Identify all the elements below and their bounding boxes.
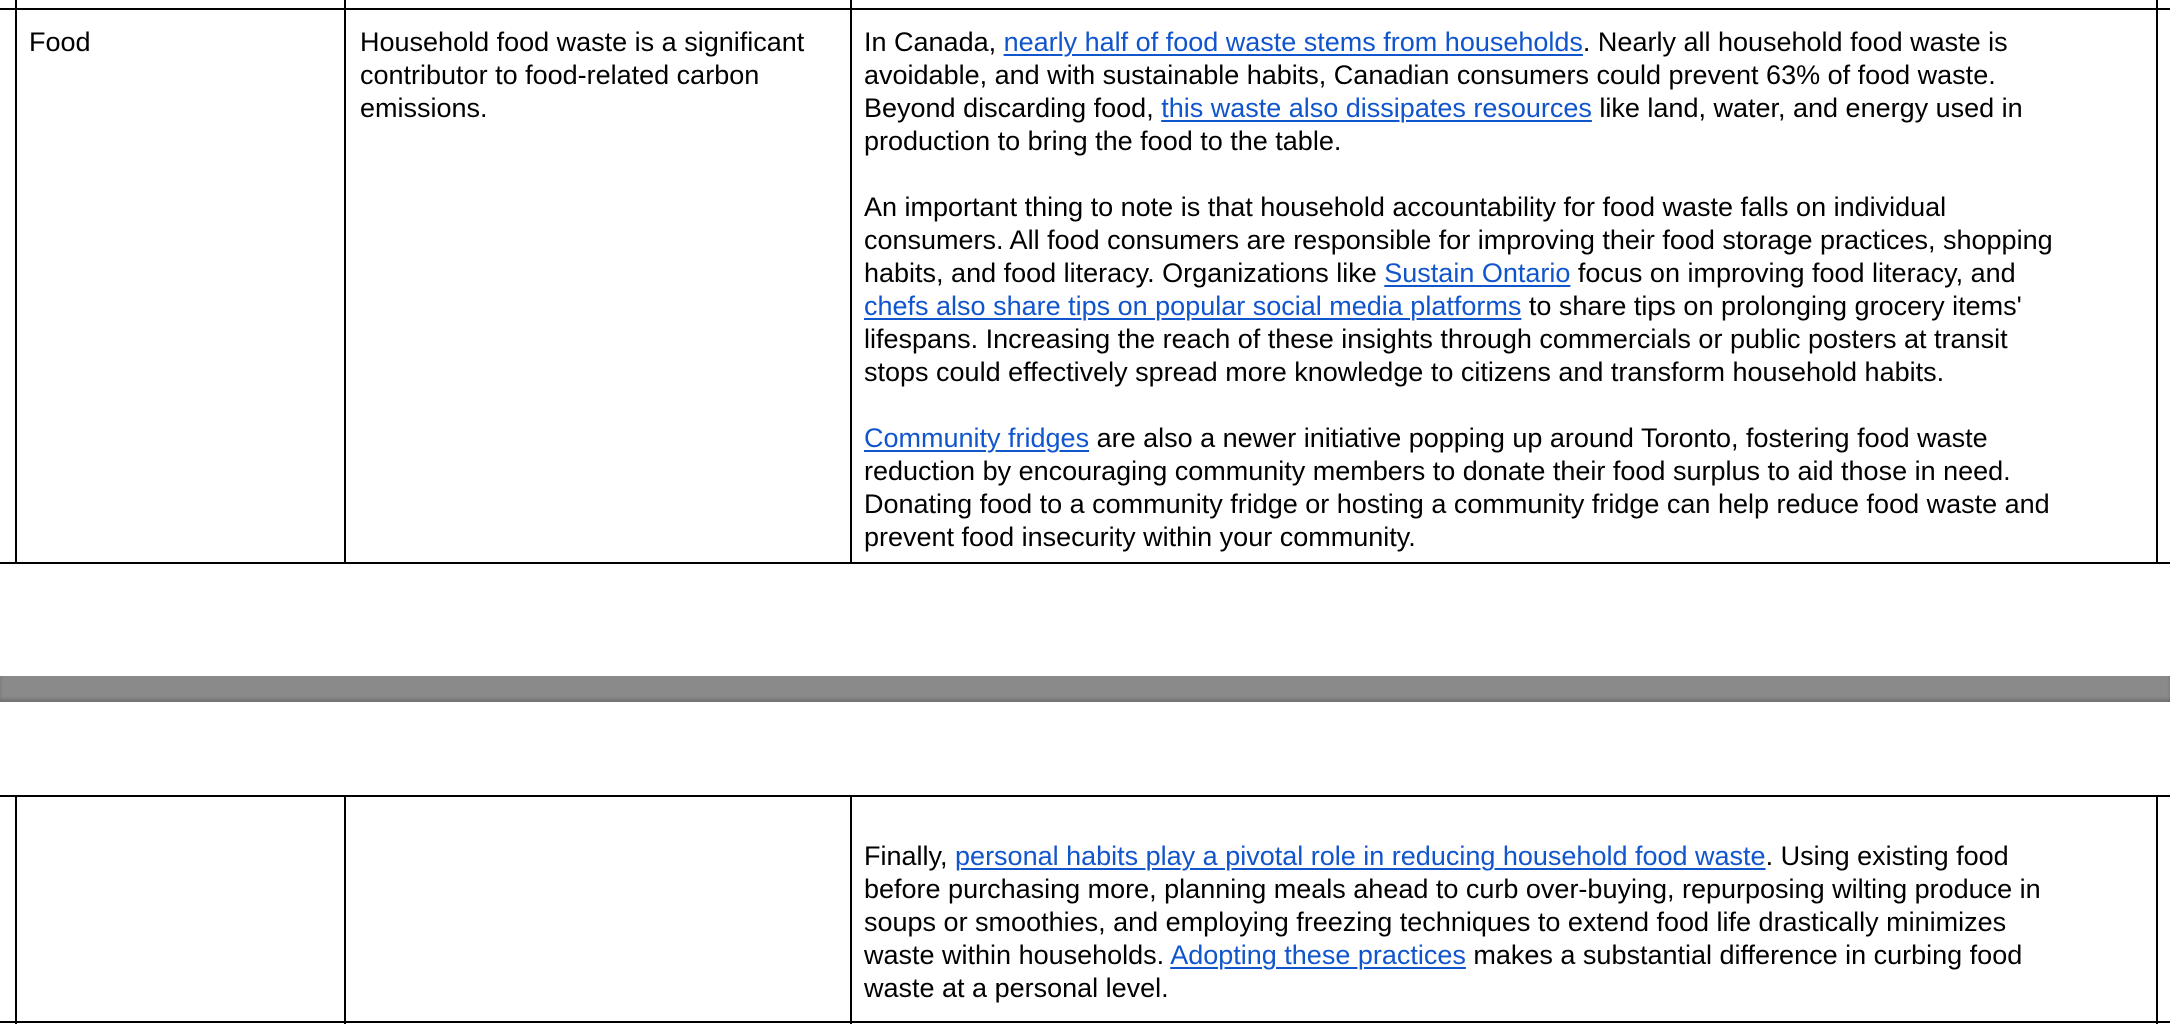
category-cell	[29, 26, 91, 59]
text-run: Finally,	[864, 841, 956, 871]
text-line	[864, 92, 2053, 125]
text-line	[864, 257, 2053, 290]
text-line	[864, 939, 2041, 972]
text-run: . Using existing food	[1765, 841, 2009, 871]
details-paragraph-4	[864, 840, 2041, 1005]
link-dissipates-resources[interactable]: this waste also dissipates resources	[1161, 93, 1592, 123]
table-border-right	[2156, 0, 2158, 564]
summary-line: contributor to food-related carbon	[360, 60, 760, 90]
text-line: prevent food insecurity within your community.	[864, 522, 1416, 552]
text-line: before purchasing more, planning meals ahead to curb over-buying, repurposing wilting produce in	[864, 874, 2041, 904]
text-run: like land, water, and energy used in	[1591, 93, 2023, 123]
text-run: makes a substantial difference in curbing food	[1465, 940, 2023, 970]
text-line	[864, 422, 2053, 455]
details-paragraph-3	[864, 422, 2053, 554]
text-run: habits, and food literacy. Organizations like	[864, 258, 1385, 288]
details-cell	[864, 26, 2053, 554]
text-line: lifespans. Increasing the reach of these insights through commercials or public posters at transit	[864, 324, 2008, 354]
link-food-waste-households[interactable]: nearly half of food waste stems from households	[1003, 27, 1583, 57]
text-line: soups or smoothies, and employing freezing techniques to extend food life drastically minimizes	[864, 907, 2007, 937]
document-page-bottom	[0, 702, 2170, 1024]
details-paragraph-1	[864, 26, 2053, 158]
paragraph-spacer	[864, 158, 2053, 191]
text-line	[864, 840, 2041, 873]
table-border-top	[0, 8, 2170, 10]
text-run: are also a newer initiative popping up around Toronto, fostering food waste	[1089, 423, 1988, 453]
details-cell	[864, 840, 2041, 1005]
column-divider-1	[344, 795, 346, 1024]
page-break-separator	[0, 676, 2170, 702]
details-paragraph-2	[864, 191, 2053, 389]
link-adopting-practices[interactable]: Adopting these practices	[1170, 940, 1466, 970]
link-personal-habits[interactable]: personal habits play a pivotal role in reducing household food waste	[955, 841, 1766, 871]
summary-line: Household food waste is a significant	[360, 27, 805, 57]
text-line	[864, 26, 2053, 59]
text-run: waste within households.	[864, 940, 1171, 970]
table-border-top	[0, 795, 2170, 797]
text-line: avoidable, and with sustainable habits, Canadian consumers could prevent 63% of food waste.	[864, 60, 1996, 90]
text-run: Beyond discarding food,	[864, 93, 1162, 123]
category-label: Food	[29, 27, 91, 57]
summary-line: emissions.	[360, 93, 488, 123]
link-chefs-share-tips[interactable]: chefs also share tips on popular social media platforms	[864, 291, 1522, 321]
link-community-fridges[interactable]: Community fridges	[864, 423, 1090, 453]
column-divider-1	[344, 0, 346, 564]
table-border-bottom	[0, 1021, 2170, 1023]
text-line: consumers. All food consumers are responsible for improving their food storage practices, shopping	[864, 225, 2053, 255]
table-border-right	[2156, 795, 2158, 1024]
text-line: An important thing to note is that household accountability for food waste falls on individual	[864, 192, 1947, 222]
text-line: production to bring the food to the table.	[864, 126, 1342, 156]
table-border-left	[15, 0, 17, 564]
text-run: to share tips on prolonging grocery items'	[1521, 291, 2022, 321]
column-divider-2	[850, 0, 852, 564]
text-line	[864, 290, 2053, 323]
column-divider-2	[850, 795, 852, 1024]
text-line: reduction by encouraging community members to donate their food surplus to aid those in need.	[864, 456, 2011, 486]
text-run: focus on improving food literacy, and	[1570, 258, 2016, 288]
table-border-left	[15, 795, 17, 1024]
summary-cell	[360, 26, 804, 125]
text-run: . Nearly all household food waste is	[1582, 27, 2008, 57]
link-sustain-ontario[interactable]: Sustain Ontario	[1384, 258, 1571, 288]
text-line: waste at a personal level.	[864, 973, 1169, 1003]
text-line: Donating food to a community fridge or hosting a community fridge can help reduce food waste and	[864, 489, 2050, 519]
text-line: stops could effectively spread more knowledge to citizens and transform household habits.	[864, 357, 1945, 387]
paragraph-spacer	[864, 389, 2053, 422]
text-run: In Canada,	[864, 27, 1004, 57]
table-border-bottom	[0, 562, 2170, 564]
